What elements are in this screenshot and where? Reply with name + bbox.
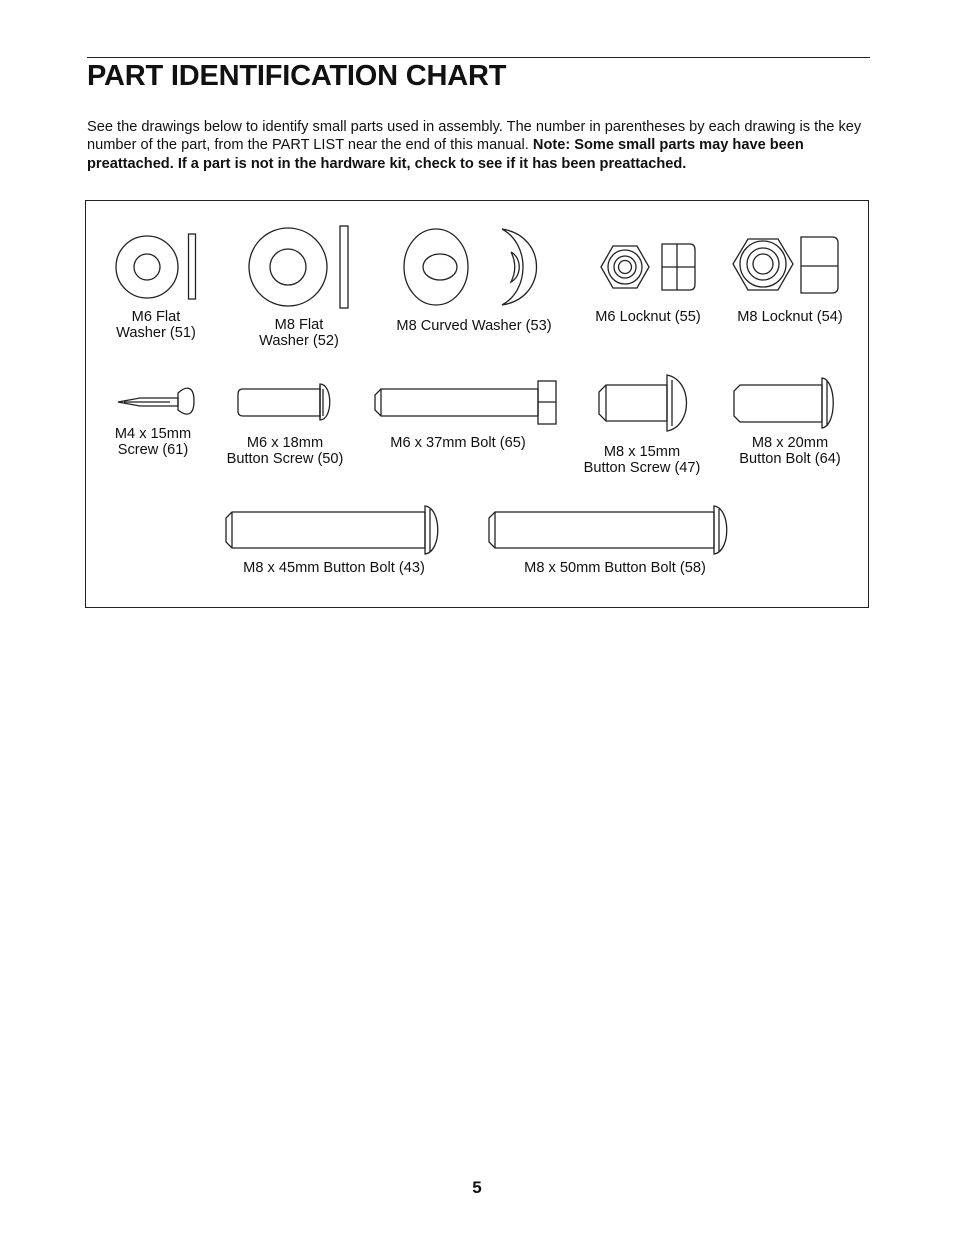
part-label-51: [96, 309, 216, 341]
part-label-52: [239, 317, 359, 349]
m8-flat-washer-drawing: [249, 226, 348, 308]
part-label-line: M8 x 45mm Button Bolt (43): [243, 560, 425, 576]
part-label-line: Washer (52): [259, 333, 339, 349]
part-label-line: Button Screw (50): [226, 451, 344, 467]
page-title: PART IDENTIFICATION CHART: [87, 60, 507, 92]
m8-locknut-drawing: [733, 237, 838, 293]
part-label-line: Button Bolt (64): [739, 451, 841, 467]
part-label-line: Screw (61): [117, 442, 189, 458]
m4-screw-drawing: [118, 388, 194, 414]
part-label-53: [374, 318, 574, 334]
m6-button-screw-drawing: [238, 384, 330, 420]
part-label-line: M8 x 50mm Button Bolt (58): [524, 560, 706, 576]
intro-note: Note: Some small parts may have been preattached. If a part is not in the hardware kit, check to see if it has been preattached.: [87, 137, 804, 172]
part-label-64: [720, 435, 860, 467]
m8-button-bolt-50-drawing: [489, 506, 727, 554]
page-number: 5: [472, 1178, 482, 1197]
part-label-line: M8 Locknut (54): [737, 309, 843, 325]
part-label-line: M6 Locknut (55): [595, 309, 701, 325]
part-label-line: Washer (51): [116, 325, 196, 341]
part-label-58: [495, 560, 735, 576]
m6-locknut-drawing: [601, 244, 695, 290]
m8-curved-washer-drawing: [404, 229, 537, 305]
part-label-47: [567, 444, 717, 476]
intro-text: See the drawings below to identify small parts used in assembly. The number in parentheses by each drawing is the key number of the part, from the PART LIST near the end of this manual.: [87, 119, 862, 154]
part-label-line: M8 x 15mm: [603, 444, 681, 460]
part-label-55: [578, 309, 718, 325]
part-label-line: M8 Flat: [274, 317, 324, 333]
part-label-61: [98, 426, 208, 458]
part-label-line: M6 x 37mm Bolt (65): [390, 435, 526, 451]
part-label-50: [215, 435, 355, 467]
part-label-line: M6 Flat: [131, 309, 181, 325]
part-label-line: M8 x 20mm: [751, 435, 829, 451]
part-label-line: M6 x 18mm: [246, 435, 324, 451]
m8-button-bolt-45-drawing: [226, 506, 438, 554]
part-label-65: [368, 435, 548, 451]
part-label-43: [214, 560, 454, 576]
m6-bolt-drawing: [375, 381, 556, 424]
m8-button-bolt-20-drawing: [734, 378, 833, 428]
part-label-54: [720, 309, 860, 325]
part-label-line: M4 x 15mm: [114, 426, 192, 442]
m6-flat-washer-drawing: [116, 234, 196, 299]
part-label-line: M8 Curved Washer (53): [396, 318, 552, 334]
part-label-line: Button Screw (47): [583, 460, 701, 476]
m8-button-screw-drawing: [599, 375, 687, 431]
